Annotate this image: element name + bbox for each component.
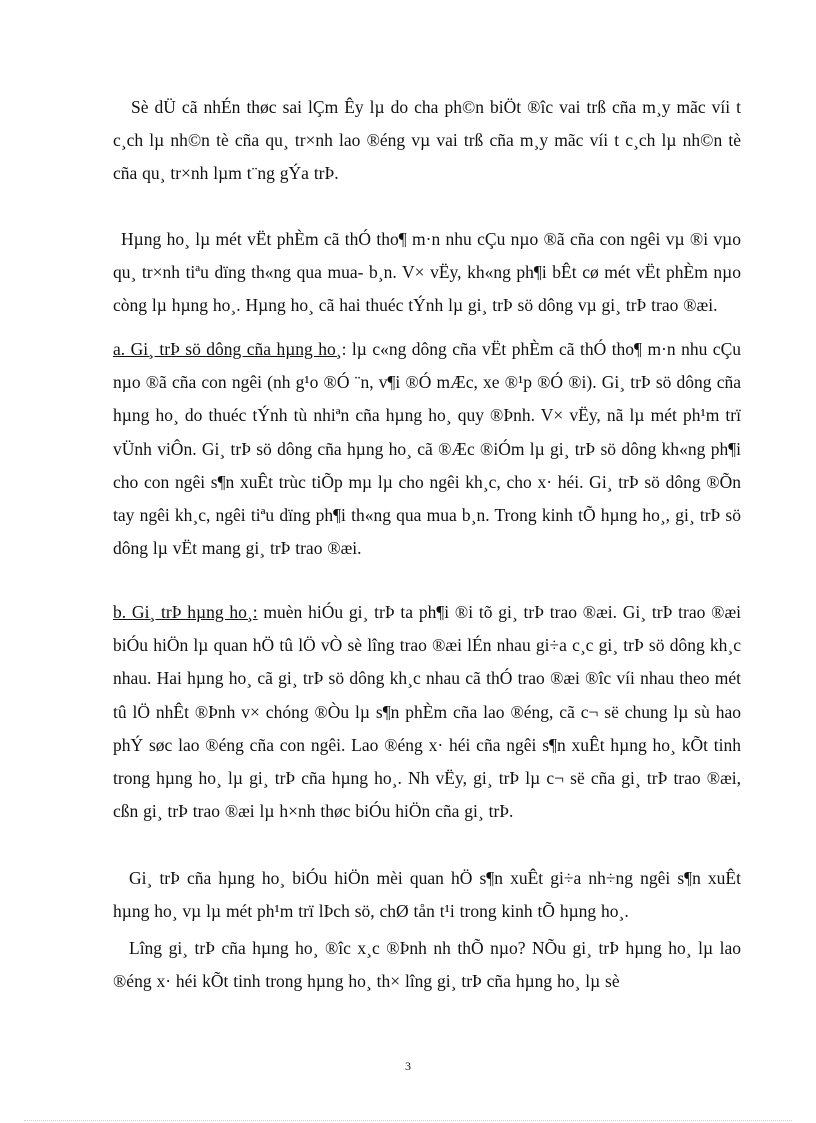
paragraph-1-text: Sè dÜ cã nhÉn thøc sai lÇm Êy lµ do cha ph©n biÖt ®îc vai trß cña m¸y mãc víi t c¸ch lµ nh©n tè cña qu¸ tr×nh lao ®éng vµ vai trß cña m¸y mãc víi t c¸ch lµ nh©n tè cña qu¸ tr×nh lµm t¨ng gÝa trÞ. (113, 97, 741, 184)
paragraph-3-text: : lµ c«ng dông cña vËt phÈm cã thÓ tho¶ m·n nhu cÇu nµo ®ã cña con ngêi (nh g¹o ®Ó ¨n, v¶i ®Ó mÆc, xe ®¹p ®Ó ®i). Gi¸ trÞ sö dông cña hµng ho¸ do thuéc tÝnh tù nhiªn cña hµng ho¸ quy ®Þnh. V× vËy, nã lµ mét ph¹m trï vÜnh viÔn. Gi¸ trÞ sö dông cña hµng ho¸ cã ®Æc ®iÓm lµ gi¸ trÞ sö dông kh«ng ph¶i cho con ngêi s¶n xuÊt trùc tiÕp mµ lµ cho ngêi kh¸c, cho x· héi. Gi¸ trÞ sö dông ®Õn tay ngêi kh¸c, ngêi tiªu dïng ph¶i th«ng qua mua b¸n. Trong kinh tÕ hµng ho¸, gi¸ trÞ sö dông lµ vËt mang gi¸ trÞ trao ®æi. (113, 339, 741, 559)
paragraph-2 (113, 223, 741, 323)
paragraph-2-text: Hµng ho¸ lµ mét vËt phÈm cã thÓ tho¶ m·n nhu cÇu nµo ®ã cña con ngêi vµ ®i vµo qu¸ tr×nh tiªu dïng th«ng qua mua- b¸n. V× vËy, kh«ng ph¶i bÊt cø mét vËt phÈm nµo còng lµ hµng ho¸. Hµng ho¸ cã hai thuéc tÝnh lµ gi¸ trÞ sö dông vµ gi¸ trÞ trao ®æi. (113, 229, 741, 316)
page-bottom-edge (24, 1120, 792, 1121)
paragraph-4-lead: b. Gi¸ trÞ hµng ho¸: (113, 602, 258, 622)
paragraph-6-text: Lîng gi¸ trÞ cña hµng ho¸ ®îc x¸c ®Þnh nh thÕ nµo? NÕu gi¸ trÞ hµng ho¸ lµ lao ®éng x· héi kÕt tinh trong hµng ho¸ th× lîng gi¸ trÞ cña hµng ho¸ lµ sè (113, 938, 741, 992)
paragraph-4-text: muèn hiÓu gi¸ trÞ ta ph¶i ®i tõ gi¸ trÞ trao ®æi. Gi¸ trÞ trao ®æi biÓu hiÖn lµ quan hÖ tû lÖ vÒ sè lîng trao ®æi lÉn nhau gi÷a c¸c gi¸ trÞ sö dông kh¸c nhau. Hai hµng ho¸ cã gi¸ trÞ sö dông kh¸c nhau cã thÓ trao ®æi ®îc víi nhau theo mét tû lÖ nhÊt ®Þnh v× chóng ®Òu lµ s¶n phÈm cña lao ®éng, cã c¬ së chung lµ sù hao phÝ søc lao ®éng cña con ngêi. Lao ®éng x· héi cña ngêi s¶n xuÊt hµng ho¸ kÕt tinh trong hµng ho¸ lµ gi¸ trÞ cña hµng ho¸. Nh vËy, gi¸ trÞ lµ c¬ së cña gi¸ trÞ trao ®æi, cßn gi¸ trÞ trao ®æi lµ h×nh thøc biÓu hiÖn cña gi¸ trÞ. (113, 602, 741, 822)
paragraph-6 (113, 932, 741, 998)
paragraph-3 (113, 333, 741, 565)
paragraph-1 (113, 91, 741, 191)
paragraph-4 (113, 596, 741, 828)
paragraph-5 (113, 862, 741, 928)
paragraph-3-lead: a. Gi¸ trÞ sö dông cña hµng ho¸ (113, 339, 342, 359)
paragraph-5-text: Gi¸ trÞ cña hµng ho¸ biÓu hiÖn mèi quan hÖ s¶n xuÊt gi÷a nh÷ng ngêi s¶n xuÊt hµng ho¸ vµ lµ mét ph¹m trï lÞch sö, chØ tån t¹i trong kinh tÕ hµng ho¸. (113, 868, 741, 922)
page-number: 3 (405, 1059, 411, 1073)
